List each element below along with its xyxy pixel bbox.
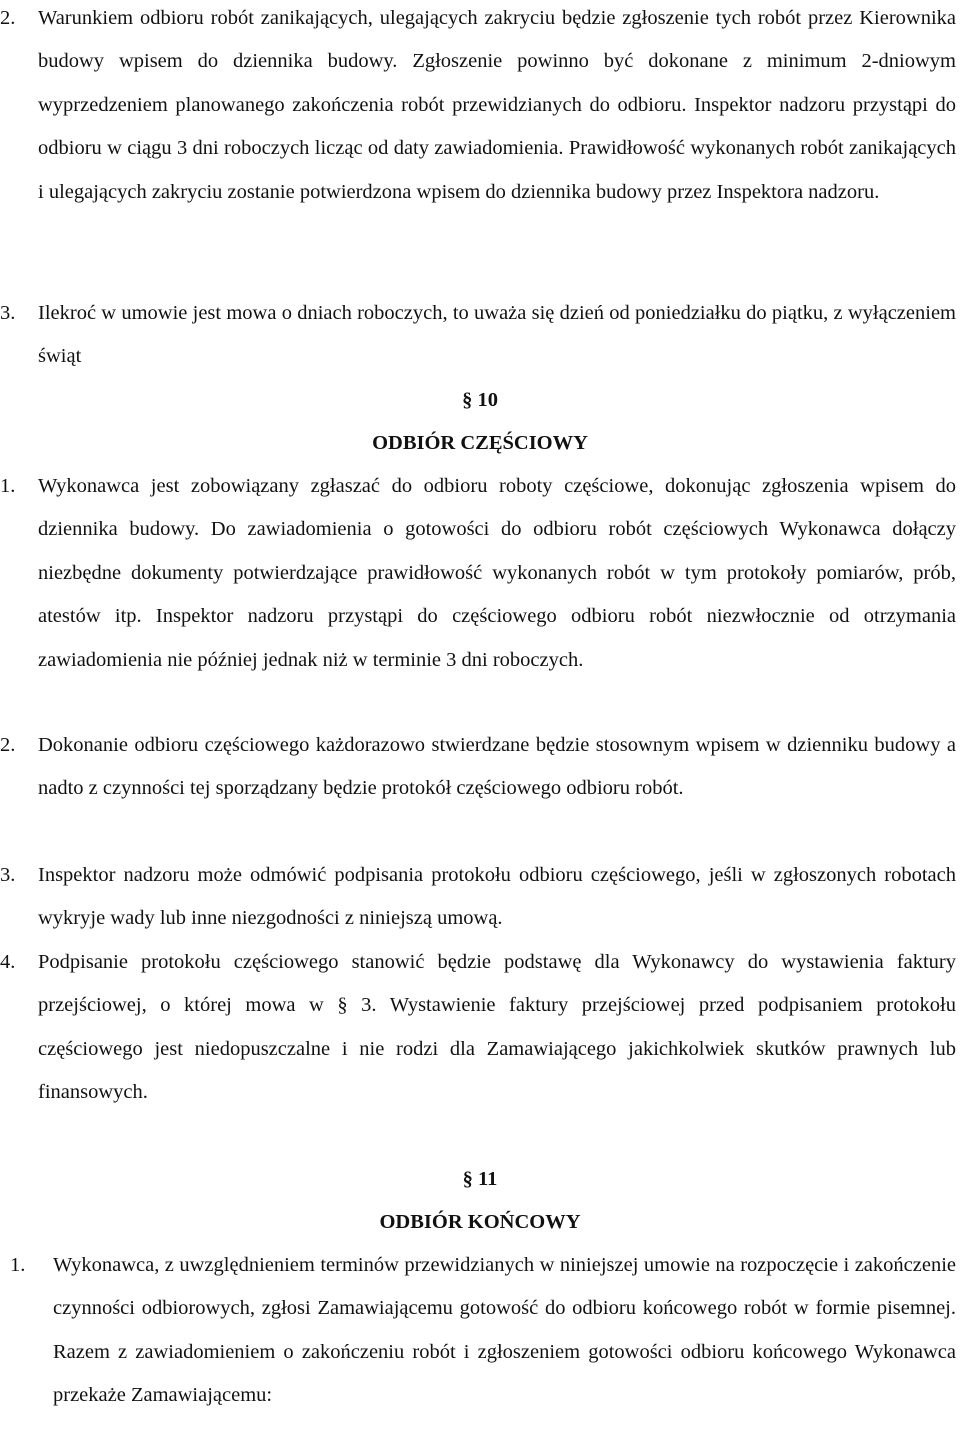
item-number: 2. [0, 734, 16, 756]
list-item [0, 724, 960, 811]
item-text: Warunkiem odbioru robót zanikających, ulegających zakryciu będzie zgłoszenie tych robót przez Kierownika budowy wpisem do dziennika budowy. Zgłoszenie powinno być dokonane z minimum 2-dniowym wyprzedzeniem planowanego zakończenia robót przewidzianych do odbioru. Inspektor nadzoru przystąpi do odbioru w ciągu 3 dni roboczych licząc od daty zawiadomienia. Prawidłowość wykonanych robót zanikających i ulegających zakryciu zostanie potwierdzona wpisem do dziennika budowy przez Inspektora nadzoru. [38, 7, 956, 203]
list-item [0, 941, 960, 1115]
section-heading: § 11 [462, 1168, 498, 1190]
item-text: Wykonawca, z uwzględnieniem terminów przewidzianych w niniejszej umowie na rozpoczęcie i zakończenie czynności odbiorowych, zgłosi Zamawiającemu gotowość do odbioru końcowego robót w formie pisemnej. Razem z zawiadomieniem o zakończeniu robót i zgłoszeniem gotowości odbioru końcowego Wykonawca przekaże Zamawiającemu: [53, 1254, 956, 1407]
item-text: Dokonanie odbioru częściowego każdorazowo stwierdzane będzie stosownym wpisem w dzienniku budowy a nadto z czynności tej sporządzany będzie protokół częściowego odbioru robót. [38, 734, 956, 800]
item-number: 3. [0, 302, 16, 324]
section-title: ODBIÓR KOŃCOWY [379, 1211, 581, 1233]
item-number: 1. [10, 1254, 26, 1276]
item-number: 4. [0, 951, 16, 973]
list-item [0, 465, 960, 682]
list-item [0, 0, 960, 214]
item-number: 1. [0, 475, 16, 497]
item-number: 2. [0, 7, 16, 29]
item-text: Ilekroć w umowie jest mowa o dniach roboczych, to uważa się dzień od poniedziałku do piątku, z wyłączeniem świąt [38, 302, 956, 368]
section-title: ODBIÓR CZĘŚCIOWY [372, 432, 588, 454]
list-item [0, 854, 960, 941]
item-text: Podpisanie protokołu częściowego stanowić będzie podstawę dla Wykonawcy do wystawienia faktury przejściowej, o której mowa w § 3. Wystawienie faktury przejściowej przed podpisaniem protokołu częściowego jest niedopuszczalne i nie rodzi dla Zamawiającego jakichkolwiek skutków prawnych lub finansowych. [38, 951, 956, 1104]
list-item [0, 292, 960, 379]
item-text: Inspektor nadzoru może odmówić podpisania protokołu odbioru częściowego, jeśli w zgłoszonych robotach wykryje wady lub inne niezgodności z niniejszą umową. [38, 864, 956, 930]
item-text: Wykonawca jest zobowiązany zgłaszać do odbioru roboty częściowe, dokonując zgłoszenia wpisem do dziennika budowy. Do zawiadomienia o gotowości do odbioru robót częściowych Wykonawca dołączy niezbędne dokumenty potwierdzające prawidłowość wykonanych robót w tym protokoły pomiarów, prób, atestów itp. Inspektor nadzoru przystąpi do częściowego odbioru robót niezwłocznie od otrzymania zawiadomienia nie później jednak niż w terminie 3 dni roboczych. [38, 475, 956, 671]
item-number: 3. [0, 864, 16, 886]
list-item [0, 1244, 960, 1418]
section-heading: § 10 [462, 389, 498, 411]
